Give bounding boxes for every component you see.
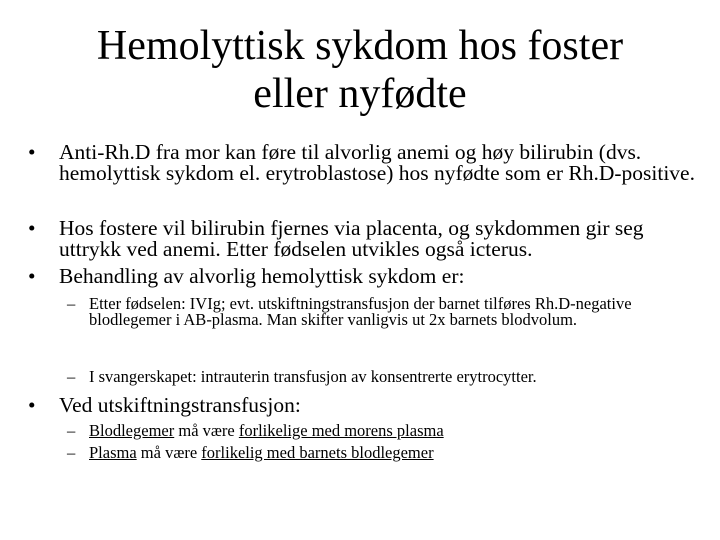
underlined-text: forlikelige med morens plasma (238, 421, 444, 440)
dash-marker: – (67, 421, 76, 440)
connector-text: må være (136, 443, 202, 462)
dash-marker: – (67, 367, 76, 386)
sub-bullet-text: I svangerskapet: intrauterin transfusjon av konsentrerte erytrocytter. (89, 367, 537, 386)
dash-marker: – (67, 294, 76, 313)
bullet-item (28, 142, 698, 184)
dash-marker: – (67, 443, 76, 462)
bullet-marker: • (28, 140, 36, 164)
bullet-marker: • (28, 264, 36, 288)
bullet-text: Behandling av alvorlig hemolyttisk sykdom er: (59, 264, 465, 288)
bullet-marker: • (28, 393, 36, 417)
bullet-item (28, 266, 698, 287)
slide-title (40, 22, 680, 118)
sub-bullet-text (89, 445, 677, 461)
sub-bullet-item (67, 296, 677, 328)
bullet-marker: • (28, 216, 36, 240)
bullet-item (28, 218, 698, 260)
underlined-text: Blodlegemer (89, 421, 175, 440)
sub-bullet-text (89, 423, 677, 439)
bullet-text: Hos fostere vil bilirubin fjernes via placenta, og sykdommen gir seg uttrykk ved anemi. Etter fødselen utvikles også icterus. (59, 216, 644, 261)
underlined-text: forlikelig med barnets blodlegemer (201, 443, 434, 462)
slide-title-line-1: Hemolyttisk sykdom hos foster (96, 23, 624, 69)
sub-bullet-item (67, 423, 677, 439)
bullet-text: Ved utskiftningstransfusjon: (59, 393, 301, 417)
sub-bullet-item (67, 445, 677, 461)
underlined-text: Plasma (89, 443, 137, 462)
connector-text: må være (174, 421, 239, 440)
bullet-text: Anti-Rh.D fra mor kan føre til alvorlig anemi og høy bilirubin (dvs. hemolyttisk sykdom el. erytroblastose) hos nyfødte som er Rh.D-positive. (59, 140, 695, 185)
slide-title-line-2: eller nyfødte (253, 71, 467, 117)
bullet-item (28, 395, 698, 416)
sub-bullet-text: Etter fødselen: IVIg; evt. utskiftningstransfusjon der barnet tilføres Rh.D-negative blodlegemer i AB-plasma. Man skifter vanligvis ut 2x barnets blodvolum. (89, 294, 632, 329)
sub-bullet-item (67, 369, 677, 385)
